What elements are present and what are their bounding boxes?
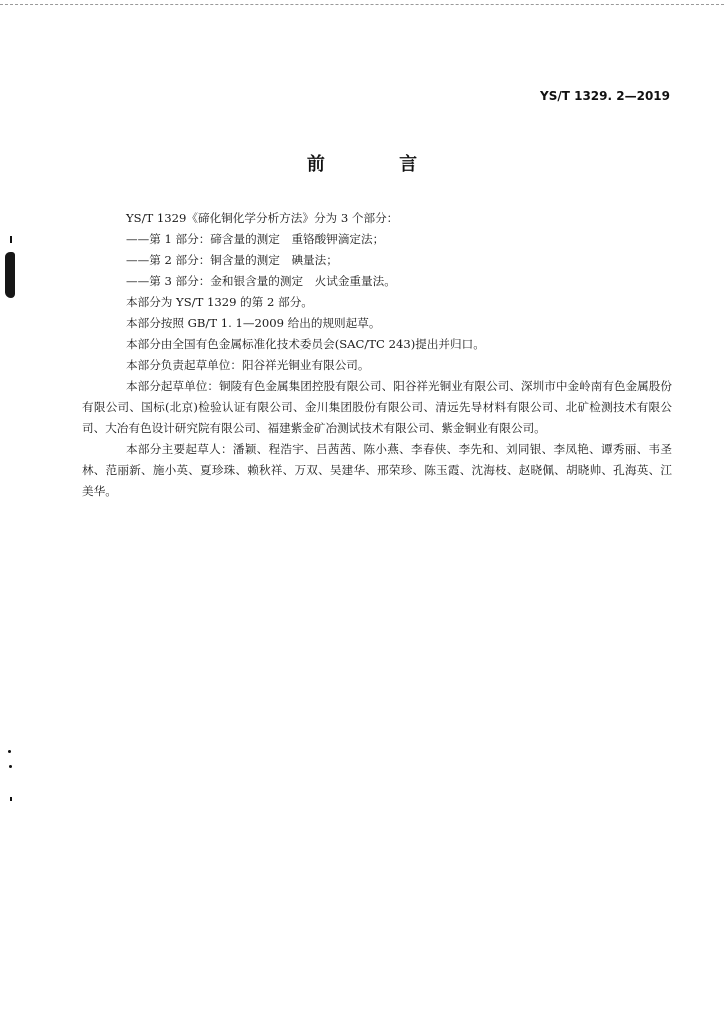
scan-dot: [8, 750, 11, 753]
paragraph-drafting-units: 本部分起草单位：铜陵有色金属集团控股有限公司、阳谷祥光铜业有限公司、深圳市中金岭南有色金属股份有限公司、国标(北京)检验认证有限公司、金川集团股份有限公司、清远先导材料有限公司、北矿检测技术有限公司、大冶有色设计研究院有限公司、福建紫金矿冶测试技术有限公司、紫金铜业有限公司。: [82, 379, 672, 435]
paragraph-this-part: 本部分为 YS/T 1329 的第 2 部分。: [126, 295, 313, 309]
paragraph-intro: YS/T 1329《碲化铜化学分析方法》分为 3 个部分：: [126, 211, 399, 225]
paragraph-part-3: ——第 3 部分：金和银含量的测定 火试金重量法。: [126, 274, 396, 288]
scan-mark: [10, 236, 12, 243]
page-title: 前 言: [306, 154, 452, 175]
scan-ink-blot: [5, 252, 15, 298]
scan-dot: [9, 765, 12, 768]
foreword-body: [82, 208, 672, 502]
paragraph-drafters: 本部分主要起草人：潘颖、程浩宇、吕茜茜、陈小燕、李春侠、李先和、刘同银、李凤艳、谭秀丽、韦圣林、范丽新、施小英、夏珍珠、赖秋祥、万双、吴建华、邢荣珍、陈玉霞、沈海枝、赵晓佩、胡晓帅、孔海英、江美华。: [82, 442, 672, 498]
scan-dot: [10, 797, 12, 801]
paragraph-proposed-by: 本部分由全国有色金属标准化技术委员会(SAC/TC 243)提出并归口。: [126, 337, 485, 351]
scan-top-edge: [0, 4, 724, 5]
paragraph-part-1: ——第 1 部分：碲含量的测定 重铬酸钾滴定法；: [126, 232, 385, 246]
standard-number: YS/T 1329. 2—2019: [540, 89, 670, 103]
paragraph-part-2: ——第 2 部分：铜含量的测定 碘量法；: [126, 253, 338, 267]
paragraph-drafting-rules: 本部分按照 GB/T 1. 1—2009 给出的规则起草。: [126, 316, 381, 330]
paragraph-responsible-unit: 本部分负责起草单位：阳谷祥光铜业有限公司。: [126, 358, 370, 372]
